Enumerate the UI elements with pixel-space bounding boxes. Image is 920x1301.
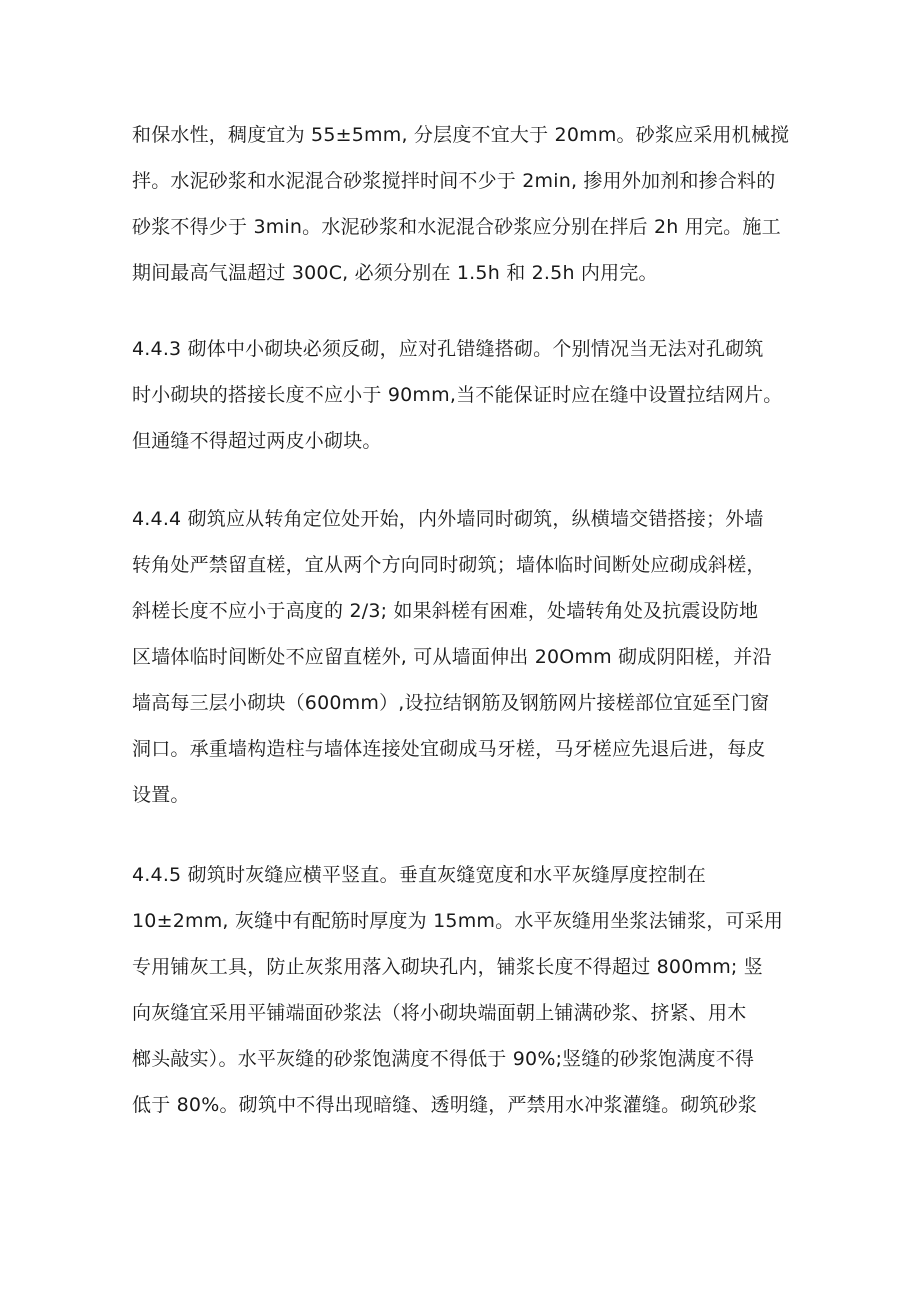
text-line: 4.4.5 砌筑时灰缝应横平竖直。垂直灰缝宽度和水平灰缝厚度控制在 [132,864,706,886]
paragraph-4-4-4 [132,496,812,818]
text-line: 4.4.4 砌筑应从转角定位处开始，内外墙同时砌筑，纵横墙交错搭接；外墙 [132,508,764,530]
text-line: 转角处严禁留直槎，宜从两个方向同时砌筑；墙体临时间断处应砌成斜槎， [132,554,766,576]
text-line: 区墙体临时间断处不应留直槎外, 可从墙面伸出 20Omm 砌成阴阳槎，并沿 [132,646,772,668]
text-line: 4.4.3 砌体中小砌块必须反砌，应对孔错缝搭砌。个别情况当无法对孔砌筑 [132,338,764,360]
text-line: 和保水性，稠度宜为 55±5mm, 分层度不宜大于 20mm。砂浆应采用机械搅 [132,124,790,146]
text-line: 10±2mm, 灰缝中有配筋时厚度为 15mm。水平灰缝用坐浆法铺浆，可采用 [132,910,784,932]
text-line: 低于 80%。砌筑中不得出现暗缝、透明缝，严禁用水冲浆灌缝。砌筑砂浆 [132,1094,758,1116]
paragraph-mortar-mixing [132,112,812,296]
text-line: 向灰缝宜采用平铺端面砂浆法（将小砌块端面朝上铺满砂浆、挤紧、用木 [132,1002,747,1024]
text-line: 专用铺灰工具，防止灰浆用落入砌块孔内，铺浆长度不得超过 800mm; 竖 [132,956,763,978]
text-line: 榔头敲实）。水平灰缝的砂浆饱满度不得低于 90%;竖缝的砂浆饱满度不得 [132,1048,755,1070]
text-line: 拌。水泥砂浆和水泥混合砂浆搅拌时间不少于 2min, 掺用外加剂和掺合料的 [132,170,776,192]
paragraph-4-4-5 [132,852,812,1128]
text-line: 时小砌块的搭接长度不应小于 90mm,当不能保证时应在缝中设置拉结网片。 [132,384,783,406]
text-line: 设置。 [132,784,190,806]
text-line: 斜槎长度不应小于高度的 2/3; 如果斜槎有困难，处墙转角处及抗震设防地 [132,600,759,622]
text-line: 洞口。承重墙构造柱与墙体连接处宜砌成马牙槎，马牙槎应先退后进，每皮 [132,738,766,760]
text-line: 砂浆不得少于 3min。水泥砂浆和水泥混合砂浆应分别在拌后 2h 用完。施工 [132,216,781,238]
paragraph-4-4-3 [132,326,812,464]
text-line: 但通缝不得超过两皮小砌块。 [132,430,382,452]
text-line: 墙高每三层小砌块（600mm）,设拉结钢筋及钢筋网片接槎部位宜延至门窗 [132,692,770,714]
text-line: 期间最高气温超过 300C, 必须分别在 1.5h 和 2.5h 内用完。 [132,262,658,284]
